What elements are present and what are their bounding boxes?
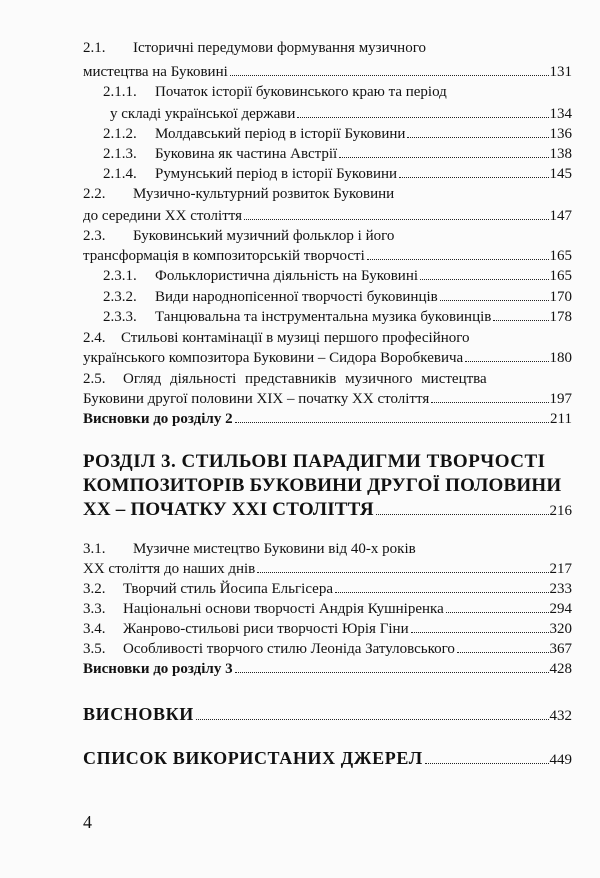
section-number: 2.4.	[83, 330, 106, 346]
page-number: 131	[549, 64, 572, 80]
page-number: 367	[549, 641, 572, 657]
page-number: 211	[550, 411, 572, 427]
toc-entry-2-4	[83, 350, 572, 367]
toc-entry-3-4	[83, 621, 572, 638]
section-number: 2.1.	[83, 40, 106, 56]
dot-leader	[399, 177, 548, 178]
section-title: Буковинський музичний фольклор і його	[133, 228, 395, 244]
section-number: 3.4.	[83, 621, 106, 637]
section-title: Музичне мистецтво Буковини від 40-х років	[133, 541, 416, 557]
section-title: Висновки до розділу 3	[83, 661, 233, 677]
toc-entry-2-1-4	[103, 166, 572, 183]
dot-leader	[367, 259, 549, 260]
section-title: Особливості творчого стилю Леоніда Затуловського	[123, 641, 455, 657]
dot-leader	[425, 763, 549, 764]
toc-entry-2-5	[83, 391, 572, 408]
dot-leader	[457, 652, 549, 653]
toc-entry-2-2-line1	[83, 186, 600, 203]
toc-entry-2-1-1	[110, 106, 572, 123]
section-number: 2.1.3.	[103, 146, 137, 162]
dot-leader	[420, 279, 548, 280]
section-title: Національні основи творчості Андрія Кушніренка	[123, 601, 444, 617]
section-number: 2.3.	[83, 228, 106, 244]
section-number: 2.5.	[83, 371, 106, 387]
page-number: 136	[549, 126, 572, 142]
dot-leader	[446, 612, 549, 613]
section-title: Румунський період в історії Буковини	[155, 166, 398, 182]
section-title: Початок історії буковинського краю та період	[155, 84, 447, 100]
toc-entry-3-1	[83, 561, 572, 578]
section-title: Стильові контамінації в музиці першого професійного	[121, 330, 470, 346]
section-number: 2.2.	[83, 186, 106, 202]
dot-leader	[235, 672, 549, 673]
toc-entry-3-1-line1	[83, 541, 600, 558]
section-title-cont: мистецтва на Буковині	[83, 64, 228, 80]
page-number: 180	[549, 350, 572, 366]
section-title-cont: Буковини другої половини ХІХ – початку ХХ століття	[83, 391, 430, 407]
page-number: 216	[549, 503, 572, 519]
toc-entry-conclusions-3	[83, 661, 572, 678]
section-number: 2.3.2.	[103, 289, 137, 305]
page-number: 449	[549, 752, 572, 768]
section-number: 3.5.	[83, 641, 106, 657]
page-number: 233	[549, 581, 572, 597]
dot-leader	[339, 157, 548, 158]
page-number: 165	[549, 248, 572, 264]
section-title: Жанрово-стильові риси творчості Юрія Гіни	[123, 621, 409, 637]
dot-leader	[440, 300, 549, 301]
section-number: 2.3.1.	[103, 268, 137, 284]
toc-entry-2-4-line1	[83, 330, 600, 347]
page-number: 178	[549, 309, 572, 325]
dot-leader	[411, 632, 549, 633]
section-title: СПИСОК ВИКОРИСТАНИХ ДЖЕРЕЛ	[83, 748, 423, 768]
page-number: 428	[549, 661, 572, 677]
section-number: 2.1.1.	[103, 84, 137, 100]
toc-entry-conclusions-2	[83, 411, 572, 428]
section-title-cont: ХХ століття до наших днів	[83, 561, 256, 577]
dot-leader	[335, 592, 549, 593]
section-title: Творчий стиль Йосипа Ельгісера	[123, 581, 333, 597]
dot-leader	[297, 117, 548, 118]
page-number: 217	[549, 561, 572, 577]
page-number: 165	[549, 268, 572, 284]
toc-entry-2-5-line1	[83, 371, 600, 388]
toc-entry-2-3-1	[103, 268, 572, 285]
toc-entry-2-3-3	[103, 309, 572, 326]
page-number: 134	[549, 106, 572, 122]
toc-entry-chapter-3	[83, 499, 572, 521]
section-title: Огляд діяльності представників музичного мистецтва	[123, 371, 487, 387]
section-title: Історичні передумови формування музичного	[133, 40, 426, 56]
toc-entry-3-5	[83, 641, 572, 658]
toc-entry-2-1	[83, 64, 572, 81]
chapter-3-heading-line2: КОМПОЗИТОРІВ БУКОВИНИ ДРУГОЇ ПОЛОВИНИ	[83, 475, 562, 496]
dot-leader	[431, 402, 548, 403]
section-title: ВИСНОВКИ	[83, 704, 194, 724]
page-number: 145	[549, 166, 572, 182]
section-title: Фольклористична діяльність на Буковині	[155, 268, 419, 284]
dot-leader	[465, 361, 548, 362]
page-number: 170	[549, 289, 572, 305]
section-title: Буковина як частина Австрії	[155, 146, 338, 162]
dot-leader	[493, 320, 548, 321]
toc-entry-3-2	[83, 581, 572, 598]
section-title-cont: до середини ХХ століття	[83, 208, 243, 224]
page-number: 432	[549, 708, 572, 724]
toc-entry-references	[83, 748, 572, 769]
page-number: 320	[549, 621, 572, 637]
section-title: Танцювальна та інструментальна музика буковинців	[155, 309, 492, 325]
page-number: 138	[549, 146, 572, 162]
page-number: 197	[549, 391, 572, 407]
toc-entry-conclusions	[83, 704, 572, 725]
page-number: 294	[549, 601, 572, 617]
page-footer-number: 4	[83, 812, 92, 832]
page-number: 147	[549, 208, 572, 224]
section-number: 3.1.	[83, 541, 106, 557]
dot-leader	[376, 514, 549, 515]
chapter-3-heading-line3: ХХ – ПОЧАТКУ ХХІ СТОЛІТТЯ	[83, 499, 374, 520]
chapter-3-heading-line1: РОЗДІЛ 3. СТИЛЬОВІ ПАРАДИГМИ ТВОРЧОСТІ	[83, 451, 546, 472]
section-title-cont: трансформація в композиторській творчості	[83, 248, 365, 264]
dot-leader	[257, 572, 548, 573]
toc-entry-2-3-2	[103, 289, 572, 306]
section-number: 3.2.	[83, 581, 106, 597]
dot-leader	[244, 219, 548, 220]
dot-leader	[235, 422, 549, 423]
section-title: Висновки до розділу 2	[83, 411, 233, 427]
toc-entry-2-1-line1	[83, 40, 600, 57]
toc-entry-2-2	[83, 208, 572, 225]
toc-entry-2-1-2	[103, 126, 572, 143]
section-number: 2.1.4.	[103, 166, 137, 182]
section-number: 2.1.2.	[103, 126, 137, 142]
section-title: Види народнопісенної творчості буковинців	[155, 289, 438, 305]
toc-entry-2-1-1-line1	[103, 84, 600, 101]
toc-entry-3-3	[83, 601, 572, 618]
dot-leader	[230, 75, 549, 76]
toc-entry-2-3-line1	[83, 228, 600, 245]
toc-entry-2-1-3	[103, 146, 572, 163]
dot-leader	[196, 719, 549, 720]
dot-leader	[407, 137, 548, 138]
section-number: 3.3.	[83, 601, 106, 617]
section-number: 2.3.3.	[103, 309, 137, 325]
toc-entry-2-3	[83, 248, 572, 265]
section-title: Молдавський період в історії Буковини	[155, 126, 406, 142]
section-title-cont: у складі української держави	[110, 106, 296, 122]
section-title: Музично-культурний розвиток Буковини	[133, 186, 395, 202]
section-title-cont: українського композитора Буковини – Сидора Воробкевича	[83, 350, 464, 366]
